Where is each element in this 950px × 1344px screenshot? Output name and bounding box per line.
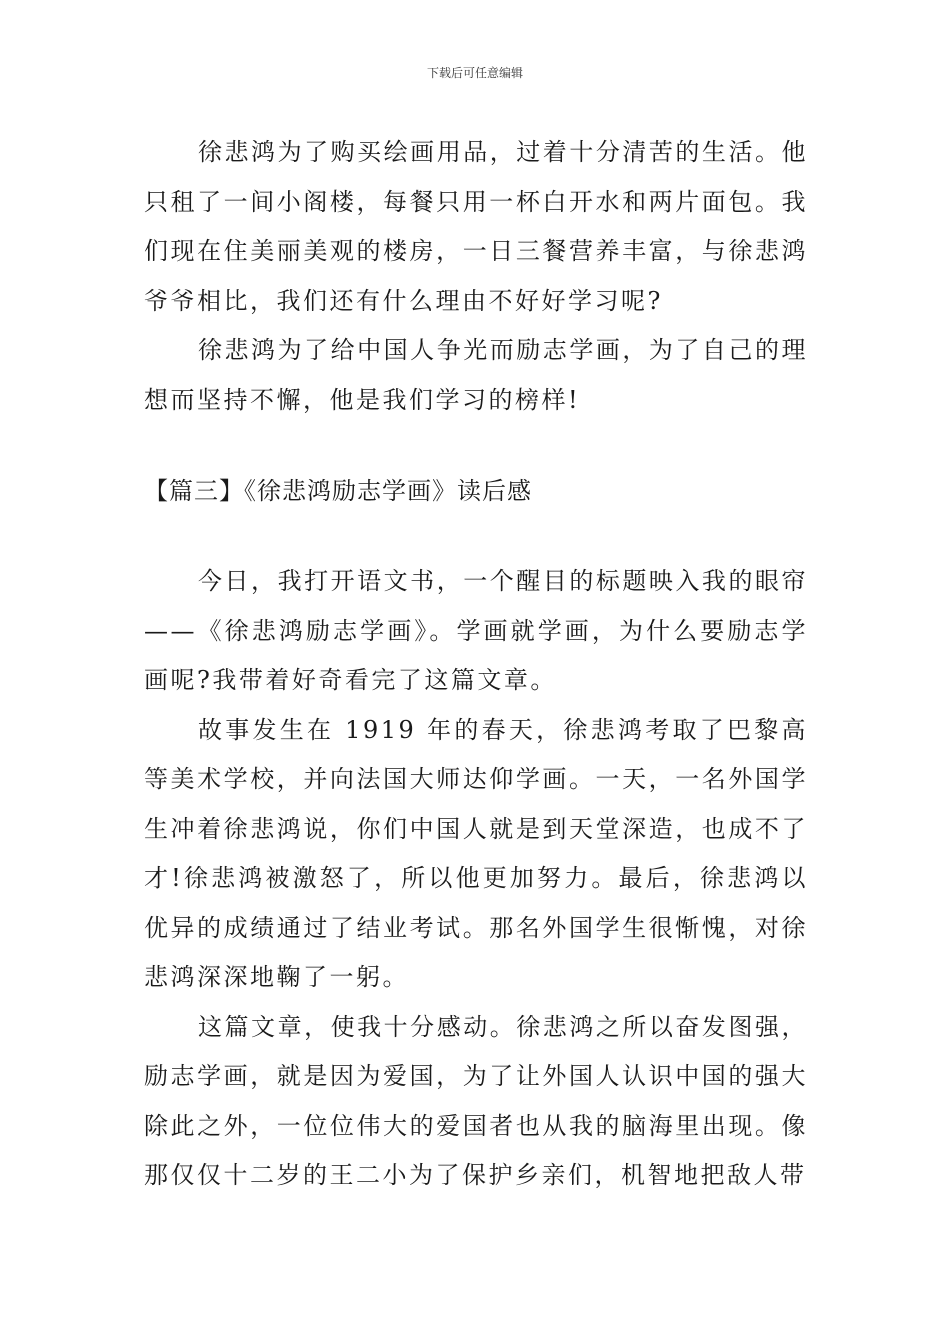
paragraph: 故事发生在 1919 年的春天，徐悲鸿考取了巴黎高等美术学校，并向法国大师达仰学画。一天，一名外国学生冲着徐悲鸿说，你们中国人就是到天堂深造，也成不了才!徐悲鸿被激怒了，所以他更加努力。最后，徐悲鸿以优异的成绩通过了结业考试。那名外国学生很惭愧，对徐悲鸿深深地鞠了一躬。 — [144, 715, 808, 991]
paragraph: 徐悲鸿为了给中国人争光而励志学画，为了自己的理想而坚持不懈，他是我们学习的榜样! — [144, 336, 808, 414]
section-heading: 【篇三】《徐悲鸿励志学画》读后感 — [144, 477, 532, 505]
paragraph: 徐悲鸿为了购买绘画用品，过着十分清苦的生活。他只租了一间小阁楼，每餐只用一杯白开水和两片面包。我们现在住美丽美观的楼房，一日三餐营养丰富，与徐悲鸿爷爷相比，我们还有什么理由不好好学习呢? — [144, 138, 808, 315]
paragraph: 今日，我打开语文书，一个醒目的标题映入我的眼帘——《徐悲鸿励志学画》。学画就学画，为什么要励志学画呢?我带着好奇看完了这篇文章。 — [144, 567, 808, 694]
page-header-note: 下载后可任意编辑 — [426, 66, 523, 80]
paragraph: 这篇文章，使我十分感动。徐悲鸿之所以奋发图强，励志学画，就是因为爱国，为了让外国人认识中国的强大除此之外，一位位伟大的爱国者也从我的脑海里出现。像那仅仅十二岁的王二小为了保护乡亲们，机智地把敌人带 — [144, 1012, 808, 1189]
document-body — [144, 128, 808, 1201]
